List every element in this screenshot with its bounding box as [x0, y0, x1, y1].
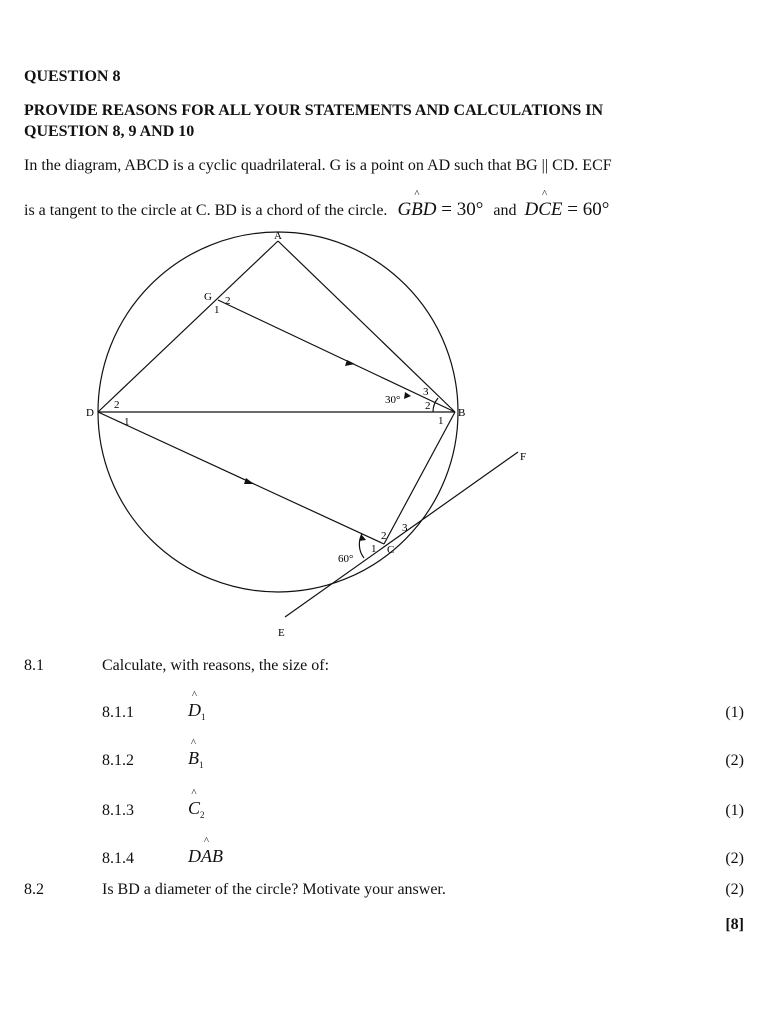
- angle-c3: 3: [402, 522, 408, 534]
- line-da: [98, 241, 278, 412]
- angle-letter-b: ^ A: [201, 846, 212, 867]
- instruction-line-1: PROVIDE REASONS FOR ALL YOUR STATEMENTS AND CALCULATIONS IN: [24, 102, 604, 119]
- angle-arrow-30: [404, 392, 411, 399]
- angle-c1: 1: [371, 543, 377, 555]
- angle-g1: 1: [214, 304, 220, 316]
- label-d: D: [86, 407, 94, 419]
- label-f: F: [520, 451, 527, 463]
- angle-b3: 3: [423, 386, 429, 398]
- angle-arc-30: [433, 398, 438, 412]
- instruction-line-2: QUESTION 8, 9 AND 10: [24, 123, 195, 140]
- part-8-1-3-number: 8.1.3: [102, 802, 134, 819]
- part-8-1-2-angle: [188, 748, 204, 770]
- label-e: E: [278, 627, 285, 639]
- and-word: and: [493, 202, 517, 219]
- question-title: QUESTION 8: [24, 68, 121, 85]
- angle-g2: 2: [225, 295, 231, 307]
- part-8-2-marks: (2): [725, 881, 744, 898]
- part-8-2-text: Is BD a diameter of the circle? Motivate your answer.: [102, 881, 446, 898]
- given1-letter-b: ^ B: [411, 199, 423, 221]
- part-8-1-3-marks: (1): [725, 802, 744, 819]
- angle-c2: 2: [381, 530, 387, 542]
- part-8-1-number: 8.1: [24, 657, 44, 674]
- part-8-1-4-marks: (2): [725, 850, 744, 867]
- line-dc: [98, 412, 384, 544]
- angle-b1: 1: [438, 415, 444, 427]
- part-8-1-2-number: 8.1.2: [102, 752, 134, 769]
- angle-60-label: 60°: [338, 553, 354, 565]
- part-8-1-1-number: 8.1.1: [102, 704, 134, 721]
- part-8-2-number: 8.2: [24, 881, 44, 898]
- angle-letter-a: D: [188, 846, 201, 866]
- angle-subscript: 1: [201, 712, 206, 722]
- given2-letter-a: D: [524, 199, 539, 220]
- angle-letter: ^ B: [188, 748, 199, 769]
- angle-d1: 1: [124, 416, 130, 428]
- angle-d2: 2: [114, 399, 120, 411]
- part-8-1-1-marks: (1): [725, 704, 744, 721]
- part-8-1-3-angle: [188, 798, 205, 820]
- total-marks: [8]: [725, 916, 744, 933]
- label-b: B: [458, 407, 466, 419]
- angle-b2: 2: [425, 400, 431, 412]
- angle-letter: ^ D: [188, 700, 201, 721]
- given2-value: = 60°: [567, 199, 610, 220]
- part-8-1-1-angle: [188, 700, 206, 722]
- label-a: A: [274, 230, 282, 242]
- part-8-1-text: Calculate, with reasons, the size of:: [102, 657, 330, 674]
- angle-subscript: 1: [199, 760, 204, 770]
- parallel-arrow-dc: [244, 478, 254, 484]
- label-g: G: [204, 291, 212, 303]
- part-8-1-4-angle: [188, 846, 223, 867]
- part-8-1-2-marks: (2): [725, 752, 744, 769]
- angle-30-label: 30°: [385, 394, 401, 406]
- intro-line-1: In the diagram, ABCD is a cyclic quadrilateral. G is a point on AD such that BG || CD. ECF: [24, 157, 612, 174]
- part-8-1-4-number: 8.1.4: [102, 850, 134, 867]
- angle-letter-c: B: [212, 846, 223, 866]
- angle-subscript: 2: [200, 810, 205, 820]
- intro-line-2-text: is a tangent to the circle at C. BD is a chord of the circle.: [24, 202, 388, 219]
- angle-letter: ^ C: [188, 798, 200, 819]
- given2-letter-c: E: [550, 199, 563, 220]
- tangent-ecf: [285, 452, 518, 617]
- given2-letter-b: ^ C: [538, 199, 551, 221]
- label-c: C: [387, 544, 395, 556]
- given1-letter-a: G: [397, 199, 412, 220]
- given1-letter-c: D: [422, 199, 437, 220]
- given1-value: = 30°: [441, 199, 484, 220]
- line-gb: [218, 300, 455, 412]
